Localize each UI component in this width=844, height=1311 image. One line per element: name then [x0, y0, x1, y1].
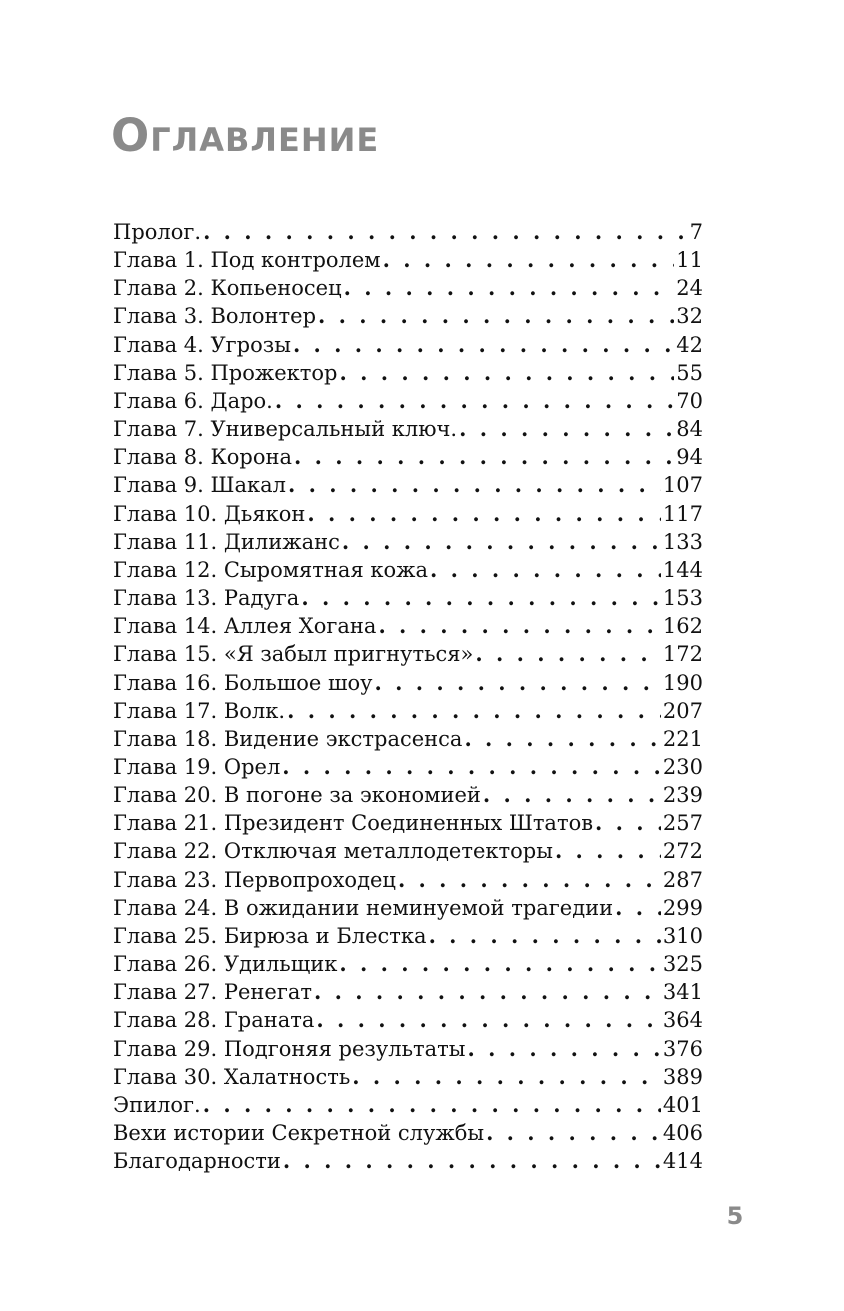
- dot-leader: [318, 302, 674, 330]
- table-of-contents: [113, 218, 703, 1175]
- toc-entry-title: Глава 26. Удильщик: [113, 952, 338, 977]
- toc-entry-page: 70: [676, 388, 703, 413]
- toc-entry-title: Глава 9. Шакал: [113, 473, 286, 498]
- toc-entry-title: Глава 20. В погоне за экономией: [113, 783, 481, 808]
- toc-entry-title: Глава 5. Прожектор: [113, 360, 338, 385]
- dot-leader: [429, 922, 661, 950]
- toc-entry: [113, 302, 703, 330]
- toc-entry: [113, 612, 703, 640]
- toc-entry-title: Глава 3. Волонтер: [113, 304, 317, 329]
- toc-entry-page: 230: [662, 754, 703, 779]
- toc-entry-page: 299: [662, 895, 703, 920]
- dot-leader: [293, 331, 674, 359]
- dot-leader: [342, 528, 661, 556]
- toc-entry: [113, 1035, 703, 1063]
- toc-entry: [113, 1119, 703, 1147]
- toc-entry: [113, 415, 703, 443]
- toc-entry-page: 172: [662, 642, 703, 667]
- toc-entry-page: 272: [662, 839, 703, 864]
- toc-entry: [113, 1091, 703, 1119]
- toc-entry-title: Пролог.: [113, 220, 202, 244]
- toc-entry-page: 221: [662, 726, 703, 751]
- toc-entry: [113, 866, 703, 894]
- toc-entry: [113, 753, 703, 781]
- dot-leader: [287, 697, 661, 725]
- toc-entry: [113, 781, 703, 809]
- page-title: Оглавление: [111, 109, 380, 162]
- dot-leader: [301, 584, 661, 612]
- toc-entry: [113, 725, 703, 753]
- toc-entry-title: Глава 17. Волк.: [113, 698, 286, 723]
- toc-entry: [113, 246, 703, 274]
- dot-leader: [464, 725, 660, 753]
- toc-entry-title: Глава 15. «Я забыл пригнуться»: [113, 642, 474, 667]
- toc-entry-title: Глава 1. Под контролем: [113, 248, 381, 273]
- toc-entry: [113, 331, 703, 359]
- dot-leader: [339, 359, 674, 387]
- toc-entry-title: Благодарности: [113, 1149, 281, 1174]
- dot-leader: [275, 387, 674, 415]
- toc-entry-title: Глава 24. В ожидании неминуемой трагедии: [113, 895, 614, 920]
- toc-entry-page: 239: [662, 783, 703, 808]
- toc-entry: [113, 1006, 703, 1034]
- toc-entry-page: 341: [662, 980, 703, 1005]
- toc-entry-title: Глава 11. Дилижанс: [113, 529, 340, 554]
- toc-entry: [113, 359, 703, 387]
- toc-entry: [113, 922, 703, 950]
- toc-entry-title: Эпилог.: [113, 1092, 201, 1117]
- toc-entry-title: Глава 30. Халатность: [113, 1064, 351, 1089]
- toc-entry-page: 414: [662, 1149, 703, 1174]
- toc-entry-page: 117: [662, 501, 703, 526]
- toc-entry-title: Глава 23. Первопроходец: [113, 867, 396, 892]
- dot-leader: [288, 471, 661, 499]
- toc-entry-title: Глава 29. Подгоняя результаты: [113, 1036, 466, 1061]
- dot-leader: [339, 950, 661, 978]
- toc-entry-page: 287: [662, 867, 703, 892]
- toc-entry-page: 190: [662, 670, 703, 695]
- dot-leader: [595, 809, 661, 837]
- dot-leader: [483, 781, 661, 809]
- toc-entry-page: 11: [676, 248, 703, 273]
- toc-entry-title: Вехи истории Секретной службы: [113, 1121, 485, 1145]
- toc-entry: [113, 471, 703, 499]
- page-number: 5: [726, 1202, 744, 1230]
- toc-entry-page: 94: [676, 445, 703, 470]
- dot-leader: [378, 612, 660, 640]
- dot-leader: [430, 556, 661, 584]
- toc-entry-page: 55: [676, 360, 703, 385]
- toc-entry: [113, 584, 703, 612]
- toc-entry: [113, 837, 703, 865]
- toc-entry-title: Глава 14. Аллея Хогана: [113, 614, 377, 639]
- toc-entry-title: Глава 7. Универсальный ключ.: [113, 417, 458, 442]
- toc-entry-title: Глава 6. Даро.: [113, 388, 273, 413]
- toc-entry-page: 257: [662, 811, 703, 836]
- toc-entry: [113, 443, 703, 471]
- toc-entry: [113, 387, 703, 415]
- toc-entry-title: Глава 25. Бирюза и Блестка: [113, 923, 427, 948]
- dot-leader: [316, 1006, 661, 1034]
- toc-entry: [113, 809, 703, 837]
- toc-entry-title: Глава 28. Граната: [113, 1008, 315, 1033]
- dot-leader: [283, 1147, 661, 1175]
- toc-entry-title: Глава 19. Орел: [113, 754, 281, 779]
- toc-entry-page: 84: [676, 417, 703, 442]
- toc-entry: [113, 669, 703, 697]
- toc-entry-page: 310: [662, 923, 703, 948]
- toc-entry-title: Глава 8. Корона: [113, 445, 292, 470]
- toc-entry-title: Глава 10. Дьякон: [113, 501, 306, 526]
- toc-entry: [113, 556, 703, 584]
- dot-leader: [615, 894, 661, 922]
- toc-entry-page: 207: [662, 698, 703, 723]
- toc-entry-title: Глава 4. Угрозы: [113, 332, 291, 357]
- dot-leader: [467, 1035, 660, 1063]
- dot-leader: [314, 978, 661, 1006]
- toc-entry-page: 133: [662, 529, 703, 554]
- toc-entry: [113, 978, 703, 1006]
- toc-entry: [113, 640, 703, 668]
- dot-leader: [486, 1119, 661, 1147]
- toc-entry-page: 364: [662, 1008, 703, 1033]
- dot-leader: [294, 443, 674, 471]
- dot-leader: [459, 415, 674, 443]
- dot-leader: [203, 1091, 661, 1119]
- toc-entry: [113, 1063, 703, 1091]
- toc-entry-page: 376: [662, 1036, 703, 1061]
- dot-leader: [475, 640, 661, 668]
- toc-entry-page: 406: [662, 1121, 703, 1145]
- toc-entry: [113, 274, 703, 302]
- dot-leader: [344, 274, 675, 302]
- dot-leader: [352, 1063, 661, 1091]
- toc-entry-page: 162: [662, 614, 703, 639]
- toc-entry: [113, 218, 703, 246]
- toc-entry-title: Глава 18. Видение экстрасенса: [113, 726, 463, 751]
- toc-entry: [113, 1147, 703, 1175]
- dot-leader: [398, 866, 661, 894]
- dot-leader: [383, 246, 675, 274]
- toc-entry-page: 107: [662, 473, 703, 498]
- dot-leader: [203, 218, 688, 246]
- toc-entry: [113, 697, 703, 725]
- toc-entry-page: 24: [676, 276, 703, 301]
- toc-entry-page: 389: [662, 1064, 703, 1089]
- dot-leader: [282, 753, 661, 781]
- toc-entry-page: 153: [662, 586, 703, 611]
- toc-entry-page: 144: [662, 557, 703, 582]
- toc-entry-page: 401: [662, 1092, 703, 1117]
- toc-entry-page: 325: [662, 952, 703, 977]
- toc-entry-page: 7: [689, 220, 703, 244]
- toc-entry-page: 32: [676, 304, 703, 329]
- toc-entry: [113, 894, 703, 922]
- toc-entry-title: Глава 22. Отключая металлодетекторы: [113, 839, 553, 864]
- toc-entry-page: 42: [676, 332, 703, 357]
- toc-entry-title: Глава 27. Ренегат: [113, 980, 312, 1005]
- dot-leader: [555, 837, 661, 865]
- dot-leader: [307, 500, 661, 528]
- toc-entry-title: Глава 13. Радуга: [113, 586, 300, 611]
- toc-entry: [113, 528, 703, 556]
- dot-leader: [375, 669, 661, 697]
- toc-entry-title: Глава 12. Сыромятная кожа: [113, 557, 428, 582]
- toc-entry: [113, 950, 703, 978]
- toc-entry-title: Глава 16. Большое шоу: [113, 670, 373, 695]
- toc-entry-title: Глава 2. Копьеносец: [113, 276, 342, 301]
- toc-entry: [113, 500, 703, 528]
- toc-entry-title: Глава 21. Президент Соединенных Штатов: [113, 811, 594, 836]
